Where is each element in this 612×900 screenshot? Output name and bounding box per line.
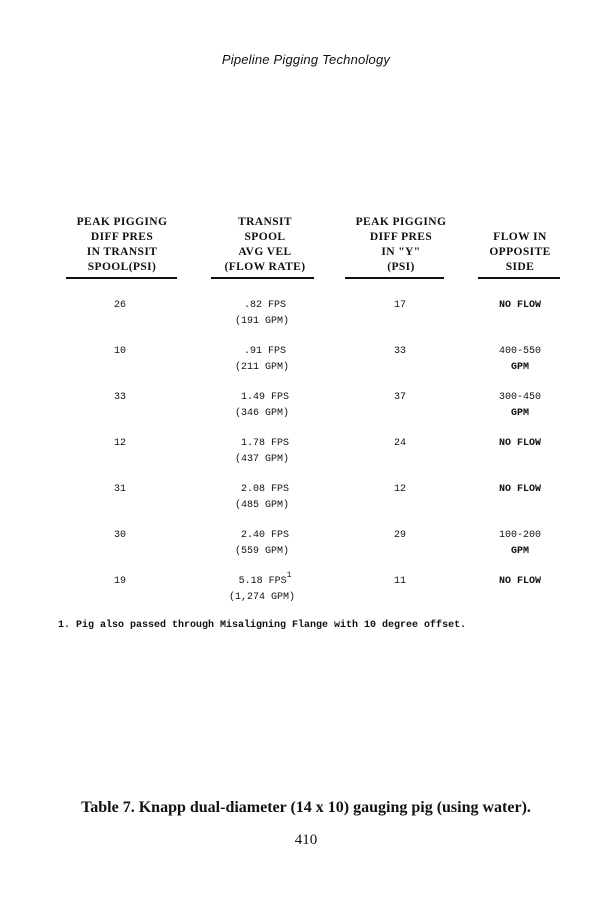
opposite-flow-line: NO FLOW	[498, 576, 541, 587]
opposite-flow-cell	[470, 298, 570, 314]
avg-vel-cell	[200, 298, 330, 330]
flow-rate-value: (1,274 GPM)	[229, 592, 296, 603]
flow-rate-value: (346 GPM)	[235, 408, 290, 419]
header-line: (FLOW RATE)	[224, 261, 306, 273]
avg-vel-value: 1.49 FPS	[240, 392, 289, 403]
header-peak-diff-transit	[52, 215, 192, 275]
header-line: IN "Y"	[381, 246, 421, 258]
transit-diff-cell: 30	[113, 530, 126, 541]
header-transit-avg-vel	[195, 215, 335, 275]
opposite-flow-line: NO FLOW	[498, 300, 541, 311]
header-line: (PSI)	[387, 261, 415, 273]
y-diff-cell: 24	[393, 438, 406, 449]
flow-rate-value: (485 GPM)	[235, 500, 290, 511]
header-line: SIDE	[505, 261, 535, 273]
header-rule	[211, 277, 314, 279]
flow-rate-value: (559 GPM)	[235, 546, 290, 557]
flow-rate-value: (437 GPM)	[235, 454, 290, 465]
avg-vel-value: .82 FPS	[243, 300, 286, 311]
header-line: TRANSIT	[238, 216, 292, 228]
y-diff-cell: 17	[393, 300, 406, 311]
header-peak-diff-y	[331, 215, 471, 275]
avg-vel-value: 5.18 FPS	[238, 576, 287, 587]
opposite-flow-line: 300-450	[498, 392, 541, 403]
y-diff-cell: 12	[393, 484, 406, 495]
avg-vel-value: 1.78 FPS	[240, 438, 289, 449]
avg-vel-value: 2.08 FPS	[240, 484, 289, 495]
opposite-flow-line: NO FLOW	[498, 484, 541, 495]
transit-diff-cell: 31	[113, 484, 126, 495]
running-head: Pipeline Pigging Technology	[221, 52, 391, 67]
y-diff-cell: 11	[393, 576, 406, 587]
header-line: DIFF PRES	[369, 231, 433, 243]
header-line: IN TRANSIT	[86, 246, 158, 258]
avg-vel-cell	[200, 344, 330, 376]
opposite-flow-cell	[470, 436, 570, 452]
header-rule	[478, 277, 560, 279]
opposite-flow-cell	[470, 482, 570, 498]
table-footnote: 1. Pig also passed through Misaligning Flange with 10 degree offset.	[58, 620, 467, 631]
opposite-flow-line: NO FLOW	[498, 438, 541, 449]
opposite-flow-cell	[470, 528, 570, 560]
transit-diff-cell: 26	[113, 300, 126, 311]
header-line: SPOOL	[244, 231, 286, 243]
opposite-flow-line: 100-200	[498, 530, 541, 541]
header-line: FLOW IN	[493, 231, 547, 243]
avg-vel-cell	[200, 528, 330, 560]
header-line: OPPOSITE	[489, 246, 551, 258]
page-number: 410	[294, 832, 318, 848]
header-line: SPOOL(PSI)	[87, 261, 157, 273]
avg-vel-cell	[200, 436, 330, 468]
opposite-flow-line: GPM	[510, 546, 529, 557]
header-rule	[66, 277, 177, 279]
header-line: PEAK PIGGING	[76, 216, 168, 228]
header-line: PEAK PIGGING	[355, 216, 447, 228]
transit-diff-cell: 33	[113, 392, 126, 403]
flow-rate-value: (191 GPM)	[235, 316, 290, 327]
y-diff-cell: 37	[393, 392, 406, 403]
avg-vel-cell	[200, 482, 330, 514]
transit-diff-cell: 10	[113, 346, 126, 357]
header-line: DIFF PRES	[90, 231, 154, 243]
transit-diff-cell: 19	[113, 576, 126, 587]
header-flow-opposite	[460, 230, 580, 275]
header-line: AVG VEL	[238, 246, 292, 258]
y-diff-cell: 33	[393, 346, 406, 357]
transit-diff-cell: 12	[113, 438, 126, 449]
footnote-marker: 1	[286, 570, 292, 580]
avg-vel-value: 2.40 FPS	[240, 530, 289, 541]
avg-vel-cell	[200, 570, 330, 606]
opposite-flow-line: GPM	[510, 362, 529, 373]
table-caption: Table 7. Knapp dual-diameter (14 x 10) gauging pig (using water).	[81, 799, 531, 816]
avg-vel-value: .91 FPS	[243, 346, 286, 357]
opposite-flow-line: GPM	[510, 408, 529, 419]
flow-rate-value: (211 GPM)	[235, 362, 290, 373]
y-diff-cell: 29	[393, 530, 406, 541]
avg-vel-cell	[200, 390, 330, 422]
opposite-flow-cell	[470, 390, 570, 422]
opposite-flow-cell	[470, 574, 570, 590]
header-rule	[345, 277, 444, 279]
opposite-flow-cell	[470, 344, 570, 376]
opposite-flow-line: 400-550	[498, 346, 541, 357]
